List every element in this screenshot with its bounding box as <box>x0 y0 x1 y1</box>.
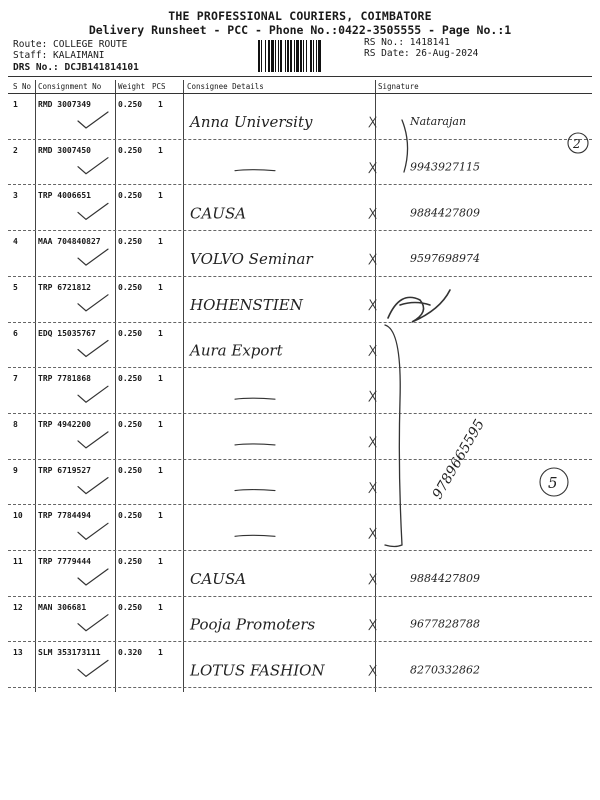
route-label: Route: COLLEGE ROUTE <box>13 39 128 50</box>
row-weight: 0.250 <box>118 602 143 612</box>
row-divider <box>8 276 592 277</box>
row-consignment: TRP 4006651 <box>38 191 91 201</box>
row-consignment: TRP 7781868 <box>38 374 91 384</box>
row-pcs: 1 <box>158 511 163 521</box>
row-weight: 0.250 <box>118 100 143 109</box>
row-weight: 0.250 <box>118 145 143 155</box>
row-weight: 0.250 <box>118 237 143 247</box>
barcode <box>258 40 358 72</box>
row-divider <box>8 322 592 323</box>
tick-mark <box>78 341 108 357</box>
staff-label: Staff: KALAIMANI <box>13 50 105 61</box>
runsheet-subtitle: Delivery Runsheet - PCC - Phone No.:0422-3505555 - Page No.:1 <box>88 23 512 37</box>
consignee-handwriting: Anna University <box>190 113 313 131</box>
row-pcs: 1 <box>158 145 163 155</box>
col-weight: Weight <box>118 82 146 91</box>
tick-mark <box>78 569 108 585</box>
consignee-dash <box>235 398 275 399</box>
row-sno: 3 <box>13 191 18 201</box>
col-signature: Signature <box>378 82 419 91</box>
row-pcs: 1 <box>158 282 163 292</box>
signature-handwriting: 9597698974 <box>410 252 480 266</box>
row-weight: 0.320 <box>118 648 143 658</box>
row-pcs: 1 <box>158 328 163 338</box>
rs-date: RS Date: 26-Aug-2024 <box>364 48 479 59</box>
row-weight: 0.250 <box>118 282 143 292</box>
row-consignment: RMD 3007450 <box>38 145 91 155</box>
signature-handwriting: 9884427809 <box>410 572 480 585</box>
row-consignment: EDQ 15035767 <box>38 328 96 338</box>
col-consignee: Consignee Details <box>187 82 264 91</box>
tick-mark <box>78 203 108 219</box>
col-divider <box>35 80 36 692</box>
row-sno: 6 <box>13 328 18 338</box>
row-weight: 0.250 <box>118 465 143 475</box>
col-pcs: PCS <box>152 82 166 91</box>
consignee-handwriting: Aura Export <box>190 341 283 360</box>
tick-mark <box>78 660 108 676</box>
row-divider <box>8 367 592 368</box>
row-sno: 4 <box>13 237 18 247</box>
row-divider <box>8 459 592 460</box>
row-sno: 11 <box>13 557 23 566</box>
signature-handwriting: 9884427809 <box>410 206 480 220</box>
row-pcs: 1 <box>158 419 163 429</box>
col-sno: S No <box>13 82 32 91</box>
row-consignment: TRP 6721812 <box>38 282 91 292</box>
side-phone-number: 9789665595 <box>429 416 489 502</box>
col-divider <box>183 80 184 692</box>
row-sno: 12 <box>13 602 23 612</box>
col-divider <box>115 80 116 692</box>
signature-scribble <box>388 290 450 322</box>
signature-handwriting: 9677828788 <box>410 617 480 631</box>
row-weight: 0.250 <box>118 328 143 338</box>
col-consignment: Consignment No <box>38 82 102 91</box>
row-sno: 5 <box>13 282 18 292</box>
row-consignment: SLM 353173111 <box>38 648 101 658</box>
row-divider <box>8 550 592 551</box>
row-divider <box>8 596 592 597</box>
row-consignment: TRP 6719527 <box>38 465 91 475</box>
row-pcs: 1 <box>158 100 163 109</box>
row-sno: 7 <box>13 374 18 384</box>
header-rule <box>8 76 592 77</box>
row-divider <box>8 641 592 642</box>
row-weight: 0.250 <box>118 191 143 201</box>
row-pcs: 1 <box>158 465 163 475</box>
drs-number: DRS No.: DCJB141814101 <box>13 62 139 73</box>
consignee-dash <box>235 535 275 536</box>
consignee-handwriting: CAUSA <box>190 570 247 588</box>
tick-mark <box>78 432 108 448</box>
consignee-handwriting: VOLVO Seminar <box>190 250 313 269</box>
consignee-handwriting: LOTUS FASHION <box>190 661 325 680</box>
row-divider <box>8 413 592 414</box>
circled-number-top: 2 <box>573 137 581 151</box>
tick-mark <box>78 249 108 265</box>
row-divider <box>8 504 592 505</box>
row-sno: 13 <box>13 648 23 658</box>
consignee-handwriting: Pooja Promoters <box>190 615 316 634</box>
row-sno: 1 <box>13 100 18 109</box>
row-sno: 10 <box>13 511 23 521</box>
row-consignment: TRP 7784494 <box>38 511 91 521</box>
circled-number-icon <box>540 468 568 496</box>
row-divider <box>8 230 592 231</box>
row-pcs: 1 <box>158 648 163 658</box>
tick-mark <box>78 615 108 631</box>
row-consignment: TRP 7779444 <box>38 557 91 566</box>
row-sno: 8 <box>13 419 18 429</box>
col-divider <box>375 80 376 692</box>
row-weight: 0.250 <box>118 511 143 521</box>
column-rule <box>8 93 592 94</box>
rs-number: RS No.: 1418141 <box>364 37 450 48</box>
row-pcs: 1 <box>158 602 163 612</box>
bracket-mark <box>402 120 408 172</box>
row-divider <box>8 687 592 688</box>
row-divider <box>8 139 592 140</box>
signature-handwriting: 8270332862 <box>410 663 480 677</box>
tick-mark <box>78 523 108 539</box>
row-pcs: 1 <box>158 191 163 201</box>
row-divider <box>8 184 592 185</box>
signature-handwriting: Natarajan <box>410 115 467 128</box>
circled-number-mid: 5 <box>548 474 558 492</box>
row-sno: 9 <box>13 465 18 475</box>
circled-number-icon <box>568 133 588 153</box>
consignee-handwriting: CAUSA <box>190 204 247 223</box>
row-weight: 0.250 <box>118 419 143 429</box>
row-consignment: MAN 306681 <box>38 602 87 612</box>
signature-handwriting: 9943927115 <box>410 160 480 174</box>
tick-mark <box>78 386 108 402</box>
consignee-dash <box>235 490 275 491</box>
row-pcs: 1 <box>158 557 163 566</box>
tick-mark <box>78 295 108 311</box>
consignee-handwriting: HOHENSTIEN <box>190 295 303 314</box>
row-consignment: TRP 4942200 <box>38 419 91 429</box>
consignee-dash <box>235 444 275 445</box>
row-pcs: 1 <box>158 237 163 247</box>
row-weight: 0.250 <box>118 557 143 566</box>
tick-mark <box>78 158 108 174</box>
consignee-dash <box>235 170 275 171</box>
company-title: THE PROFESSIONAL COURIERS, COIMBATORE <box>168 9 432 23</box>
row-pcs: 1 <box>158 374 163 384</box>
row-consignment: RMD 3007349 <box>38 100 91 109</box>
tick-mark <box>78 478 108 494</box>
row-consignment: MAA 704840827 <box>38 237 101 247</box>
bracket-mark <box>385 325 402 547</box>
tick-mark <box>78 112 108 128</box>
row-sno: 2 <box>13 145 18 155</box>
row-weight: 0.250 <box>118 374 143 384</box>
